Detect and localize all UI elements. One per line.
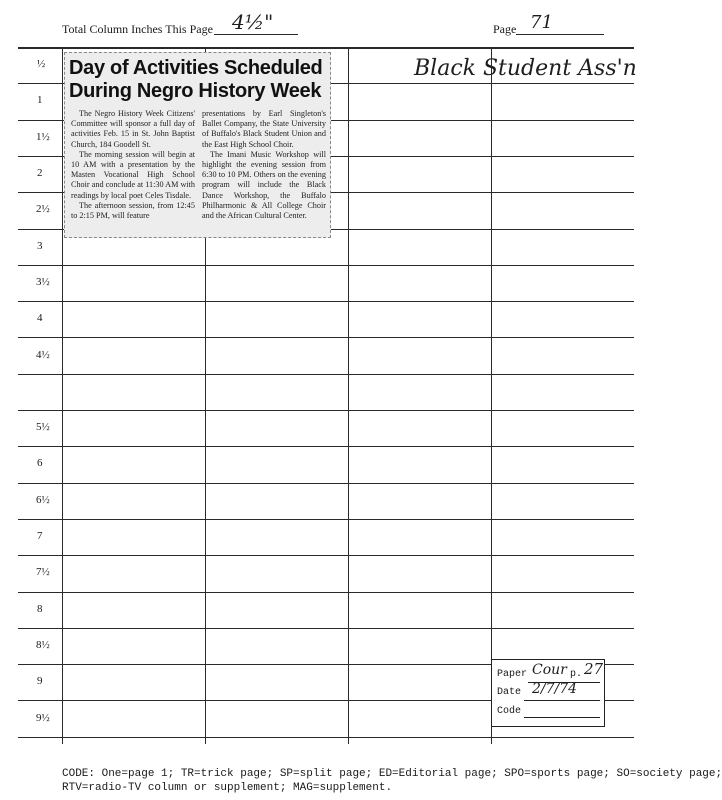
grid-row-rule — [18, 374, 634, 375]
row-label: ½ — [37, 58, 46, 70]
clipping-paragraph: The Negro History Week Citizens' Committee will sponsor a full day of activities Feb. 15 in St. John Baptist Church, 184 Goodell St. — [71, 109, 195, 149]
stamp-p-label: p. — [570, 669, 583, 680]
grid-row-rule — [18, 519, 634, 520]
row-label: 9 — [37, 675, 43, 687]
handwritten-annotation: Black Student Ass'n — [414, 56, 637, 81]
headline-line-1: Day of Activities Scheduled — [69, 57, 323, 79]
stamp-code-underline — [524, 717, 600, 718]
row-label: 1 — [37, 94, 43, 106]
row-label: 5½ — [36, 421, 50, 433]
clipping-column-2 — [202, 109, 326, 221]
row-label: 6 — [37, 457, 43, 469]
clipping-column-1 — [71, 109, 195, 221]
clipping-paragraph: presentations by Earl Singleton's Ballet Company, the State University of Buffalo's Black Student Union and the East High School Choir. — [202, 109, 326, 149]
clipping-paragraph: The Imani Music Workshop will highlight the evening session from 6:30 to 10 PM. Others on the evening program will include the Black Dance Workshop, the Buffalo Philharmonic & All College Choir and the African Cultural Center. — [202, 149, 326, 221]
grid-row-rule — [18, 446, 634, 447]
newspaper-clipping — [64, 52, 331, 238]
row-label: 4½ — [36, 349, 50, 361]
grid-top-border — [18, 47, 634, 49]
clipping-headline — [69, 57, 327, 103]
clipping-paragraph: The morning session will begin at 10 AM with a presentation by the Masten Vocational High School Choir and conclude at 11:30 AM with readings by local poet Celes Tisdale. — [71, 149, 195, 200]
row-label: 3½ — [36, 276, 50, 288]
total-column-inches-value: 4½" — [232, 10, 274, 34]
row-label: 4 — [37, 312, 43, 324]
row-label: 1½ — [36, 131, 50, 143]
row-label: 2 — [37, 167, 43, 179]
row-label: 2½ — [36, 203, 50, 215]
row-label: 9½ — [36, 712, 50, 724]
row-label: 7 — [37, 530, 43, 542]
stamp-paper-value: Cour — [532, 662, 567, 678]
grid-row-rule — [18, 301, 634, 302]
row-label: 8 — [37, 603, 43, 615]
paper-date-stamp — [491, 659, 605, 727]
stamp-p-value: 27 — [584, 660, 604, 678]
total-underline — [214, 34, 298, 35]
grid-column-rule — [491, 47, 492, 744]
code-legend-line-1: CODE: One=page 1; TR=trick page; SP=split page; ED=Editorial page; SPO=sports page; SO=society page; — [62, 768, 722, 780]
grid-row-rule — [18, 737, 634, 738]
headline-line-2: During Negro History Week — [69, 80, 322, 102]
row-label: 8½ — [36, 639, 50, 651]
grid-row-rule — [18, 410, 634, 411]
grid-row-rule — [18, 265, 634, 266]
page-underline — [516, 34, 604, 35]
stamp-date-value: 2/7/74 — [532, 681, 578, 697]
grid-row-rule — [18, 337, 634, 338]
page-value: 71 — [530, 12, 553, 33]
grid-row-rule — [18, 628, 634, 629]
stamp-paper-label: Paper — [497, 669, 528, 680]
grid-row-rule — [18, 555, 634, 556]
row-label: 3 — [37, 240, 43, 252]
grid-column-rule — [348, 47, 349, 744]
row-label: 7½ — [36, 566, 50, 578]
stamp-code-label: Code — [497, 706, 522, 717]
grid-row-rule — [18, 483, 634, 484]
stamp-date-underline — [524, 700, 600, 701]
code-legend-line-2: RTV=radio-TV column or supplement; MAG=supplement. — [62, 782, 393, 794]
clipping-paragraph: The afternoon session, from 12:45 to 2:15 PM, will feature — [71, 200, 195, 221]
grid-row-rule — [18, 592, 634, 593]
row-label: 6½ — [36, 494, 50, 506]
total-column-inches-label: Total Column Inches This Page — [62, 22, 213, 36]
stamp-date-label: Date — [497, 687, 522, 698]
page-label: Page — [493, 22, 517, 36]
